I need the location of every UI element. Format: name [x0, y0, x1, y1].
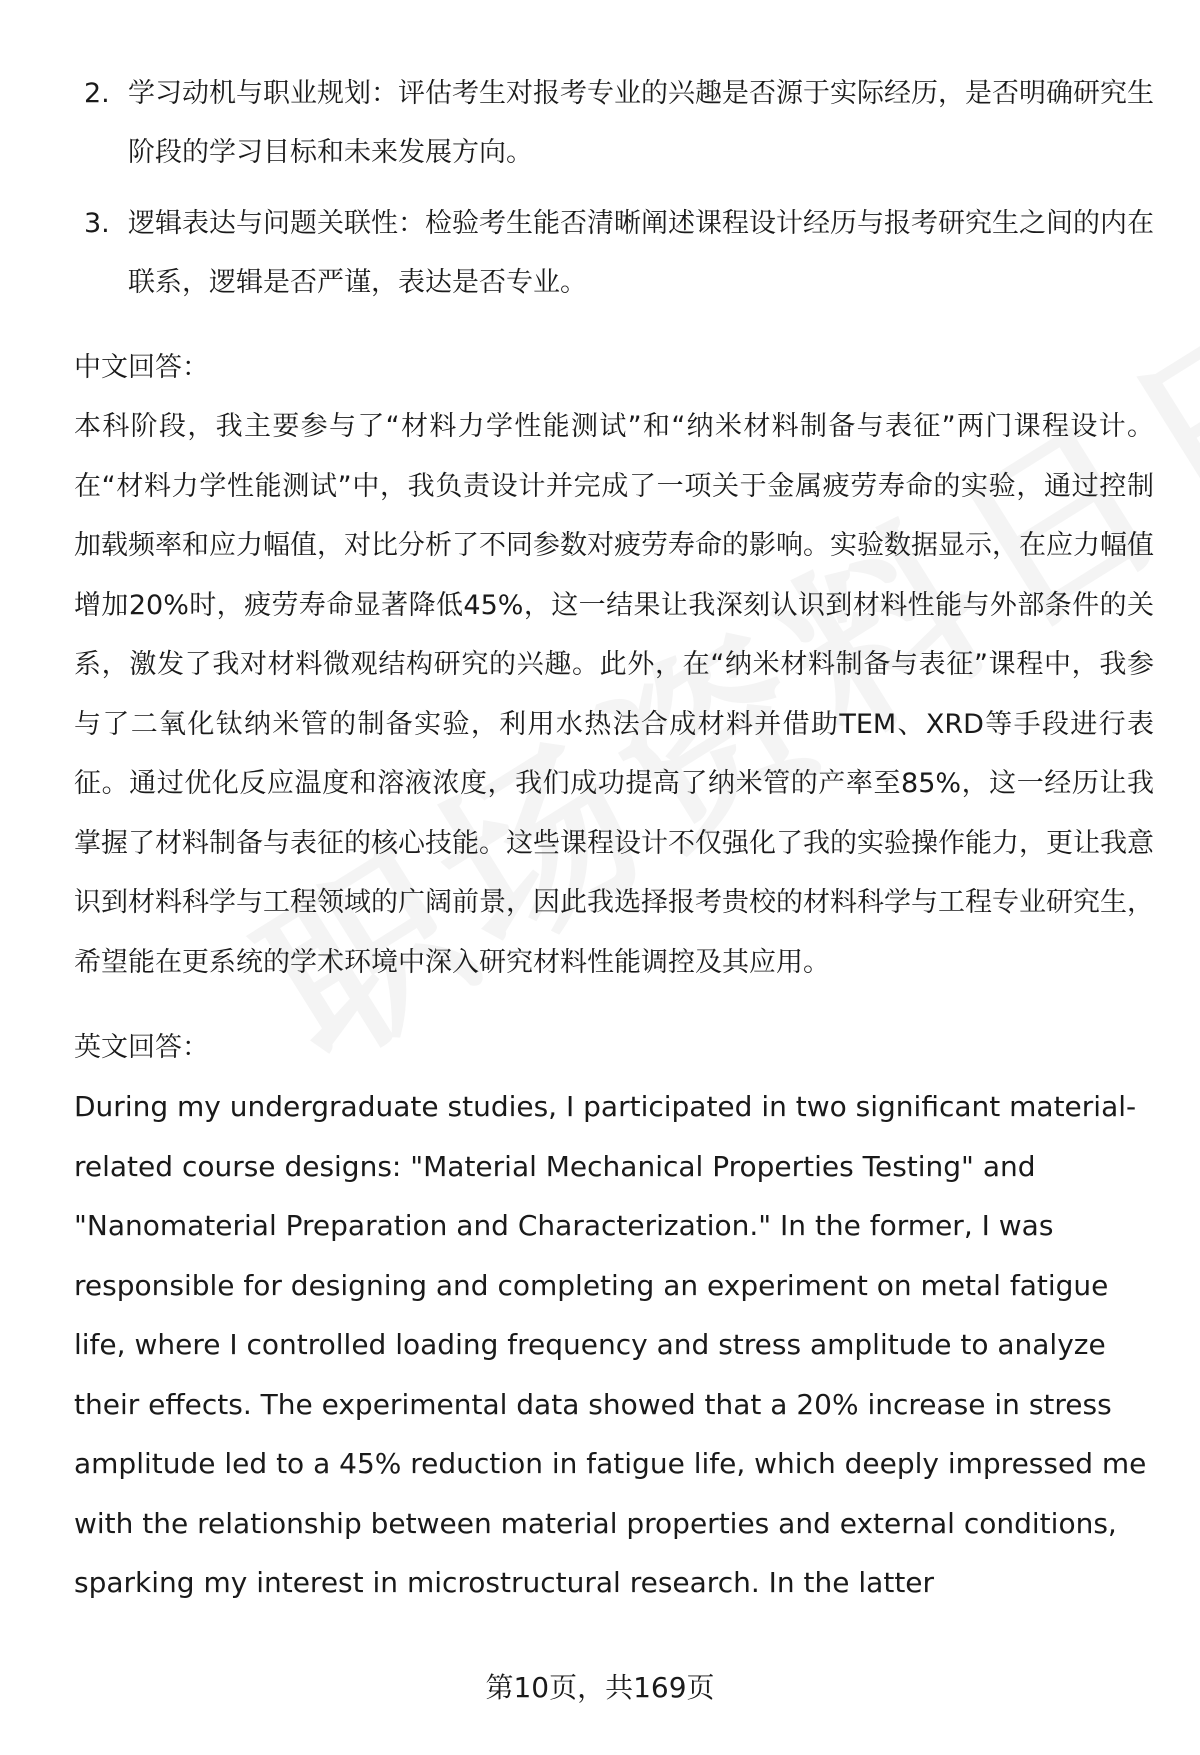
chinese-answer-body: 本科阶段，我主要参与了“材料力学性能测试”和“纳米材料制备与表征”两门课程设计。在“材料力学性能测试”中，我负责设计并完成了一项关于金属疲劳寿命的实验，通过控制加载频率和应力幅值，对比分析了不同参数对疲劳寿命的影响。实验数据显示，在应力幅值增加20%时，疲劳寿命显著降低45%，这一结果让我深刻认识到材料性能与外部条件的关系，激发了我对材料微观结构研究的兴趣。此外，在“纳米材料制备与表征”课程中，我参与了二氧化钛纳米管的制备实验，利用水热法合成材料并借助TEM、XRD等手段进行表征。通过优化反应温度和溶液浓度，我们成功提高了纳米管的产率至85%，这一经历让我掌握了材料制备与表征的核心技能。这些课程设计不仅强化了我的实验操作能力，更让我意识到材料科学与工程领域的广阔前景，因此我选择报考贵校的材料科学与工程专业研究生，希望能在更系统的学术环境中深入研究材料性能调控及其应用。 [74, 411, 1154, 978]
english-answer-heading: 英文回答： [74, 1032, 209, 1063]
chinese-answer-heading: 中文回答： [74, 352, 209, 383]
list-item-number: 3. [84, 208, 110, 239]
evaluation-criteria-list [74, 64, 1154, 312]
page-number: 第10页，共169页 [485, 1671, 715, 1704]
list-item-text: 逻辑表达与问题关联性：检验考生能否清晰阐述课程设计经历与报考研究生之间的内在联系，逻辑是否严谨，表达是否专业。 [128, 208, 1154, 298]
list-item [74, 64, 1154, 182]
page-content [74, 64, 1154, 1613]
english-answer-body: During my undergraduate studies, I participated in two significant material-related course designs: "Material Mechanical Properties Testing" and "Nanomaterial Preparation and Characterization." In the former, I was responsible for designing and completing an experiment on metal fatigue life, where I controlled loading frequency and stress amplitude to analyze their effects. The experimental data showed that a 20% increase in stress amplitude led to a 45% reduction in fatigue life, which deeply impressed me with the relationship between material properties and external conditions, sparking my interest in microstructural research. In the latter [74, 1090, 1147, 1599]
list-item [74, 194, 1154, 312]
list-item-number: 2. [84, 78, 110, 109]
list-item-text: 学习动机与职业规划：评估考生对报考专业的兴趣是否源于实际经历，是否明确研究生阶段的学习目标和未来发展方向。 [128, 78, 1154, 168]
